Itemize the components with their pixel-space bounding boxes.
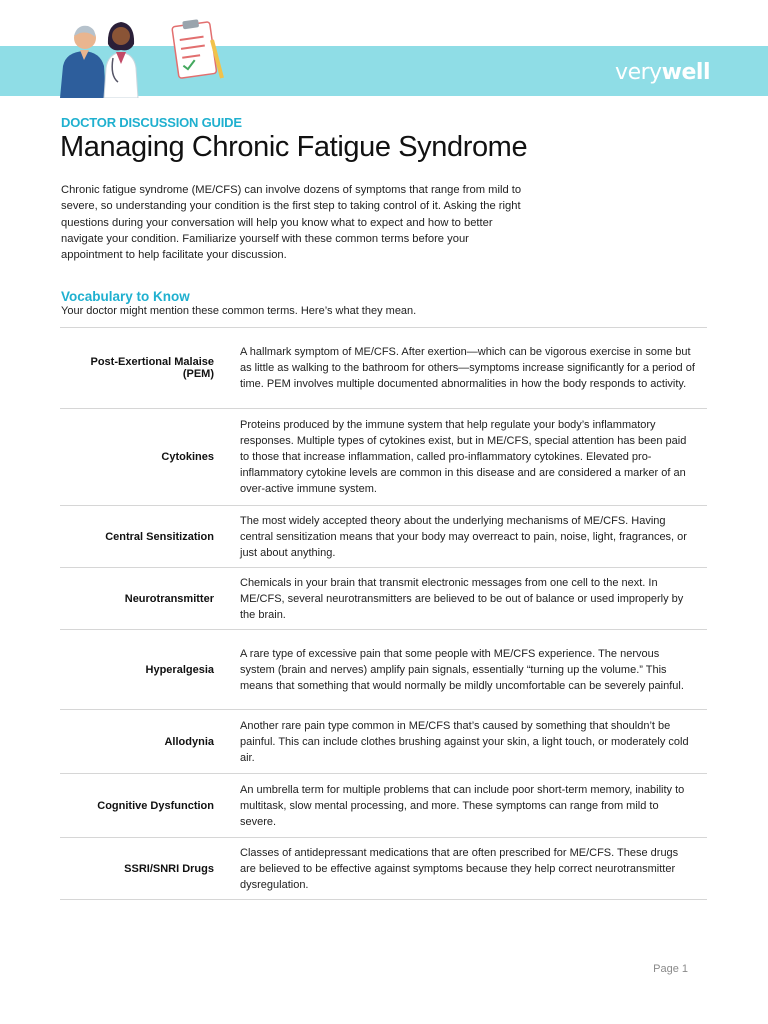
table-row	[60, 710, 707, 774]
doctor-patient-clipboard-illustration	[0, 0, 260, 98]
table-row	[60, 630, 707, 710]
term-label: Allodynia	[164, 735, 214, 748]
term-definition: Another rare pain type common in ME/CFS that’s caused by something that shouldn’t be painful. This can include clothes brushing against your skin, a light touch, or moderately cold air.	[240, 719, 689, 764]
guide-label: DOCTOR DISCUSSION GUIDE	[61, 115, 242, 130]
term-label: Cytokines	[161, 451, 214, 463]
table-row	[60, 838, 707, 900]
term-definition: An umbrella term for multiple problems that can include poor short-term memory, inability to multitask, slow mental processing, and more. These symptoms can range from mild to severe.	[240, 783, 685, 828]
vocabulary-table	[60, 327, 707, 900]
brand-logo	[615, 60, 710, 85]
page-title: Managing Chronic Fatigue Syndrome	[60, 131, 528, 163]
term-definition: A rare type of excessive pain that some people with ME/CFS experience. The nervous system (brain and nerves) amplify pain signals, essentially “turning up the volume.” This means that something that would normally be mildly uncomfortable can be severely painful.	[240, 647, 684, 692]
term-label: SSRI/SNRI Drugs	[124, 862, 214, 875]
term-label: Cognitive Dysfunction	[97, 799, 214, 812]
term-definition: Classes of antidepressant medications that are often prescribed for ME/CFS. These drugs are believed to be effective against symptoms because they help correct neurotransmitter dysregulation.	[240, 846, 679, 891]
term-definition: A hallmark symptom of ME/CFS. After exertion—which can be vigorous exercise in some but as little as walking to the bathroom for others—symptoms increase significantly for a period of time. PEM involves multiple documented abnormalities in how the body responds to activity.	[240, 346, 695, 390]
term-definition: The most widely accepted theory about the underlying mechanisms of ME/CFS. Having central sensitization means that your body may overreact to pain, noise, light, fragrances, or just about anything.	[240, 514, 687, 559]
header-banner	[0, 0, 768, 98]
page-number: Page 1	[653, 963, 688, 975]
term-definition: Proteins produced by the immune system that help regulate your body’s inflammatory responses. Multiple types of cytokines exist, but in ME/CFS, special attention has been paid to those that increase inflammation, called pro-inflammatory cytokines. Elevated pro-inflammatory cytokine levels are common in this disease and are considered a marker of an over-active immune system.	[240, 419, 687, 495]
term-label: Central Sensitization	[105, 530, 214, 543]
table-row	[60, 328, 707, 409]
intro-paragraph: Chronic fatigue syndrome (ME/CFS) can involve dozens of symptoms that range from mild to severe, so understanding your condition is the first step to taking control of it. Asking the right questions during your conversation will help you know what to expect and how to better navigate your condition. Familiarize yourself with these common terms before your appointment to help facilitate your discussion.	[61, 184, 522, 262]
brand-logo-part2: well	[661, 60, 710, 85]
vocabulary-subheading: Your doctor might mention these common terms. Here’s what they mean.	[61, 305, 417, 317]
term-definition: Chemicals in your brain that transmit electronic messages from one cell to the next. In ME/CFS, several neurotransmitters are believed to be out of balance or used improperly by the brain.	[240, 576, 684, 621]
term-label: Neurotransmitter	[124, 592, 214, 605]
table-row	[60, 774, 707, 838]
table-row	[60, 409, 707, 506]
term-label: Post-Exertional Malaise (PEM)	[90, 356, 214, 380]
brand-logo-part1: very	[615, 60, 662, 85]
vocabulary-heading: Vocabulary to Know	[61, 289, 190, 304]
table-row	[60, 506, 707, 568]
table-row	[60, 568, 707, 630]
term-label: Hyperalgesia	[145, 663, 214, 676]
